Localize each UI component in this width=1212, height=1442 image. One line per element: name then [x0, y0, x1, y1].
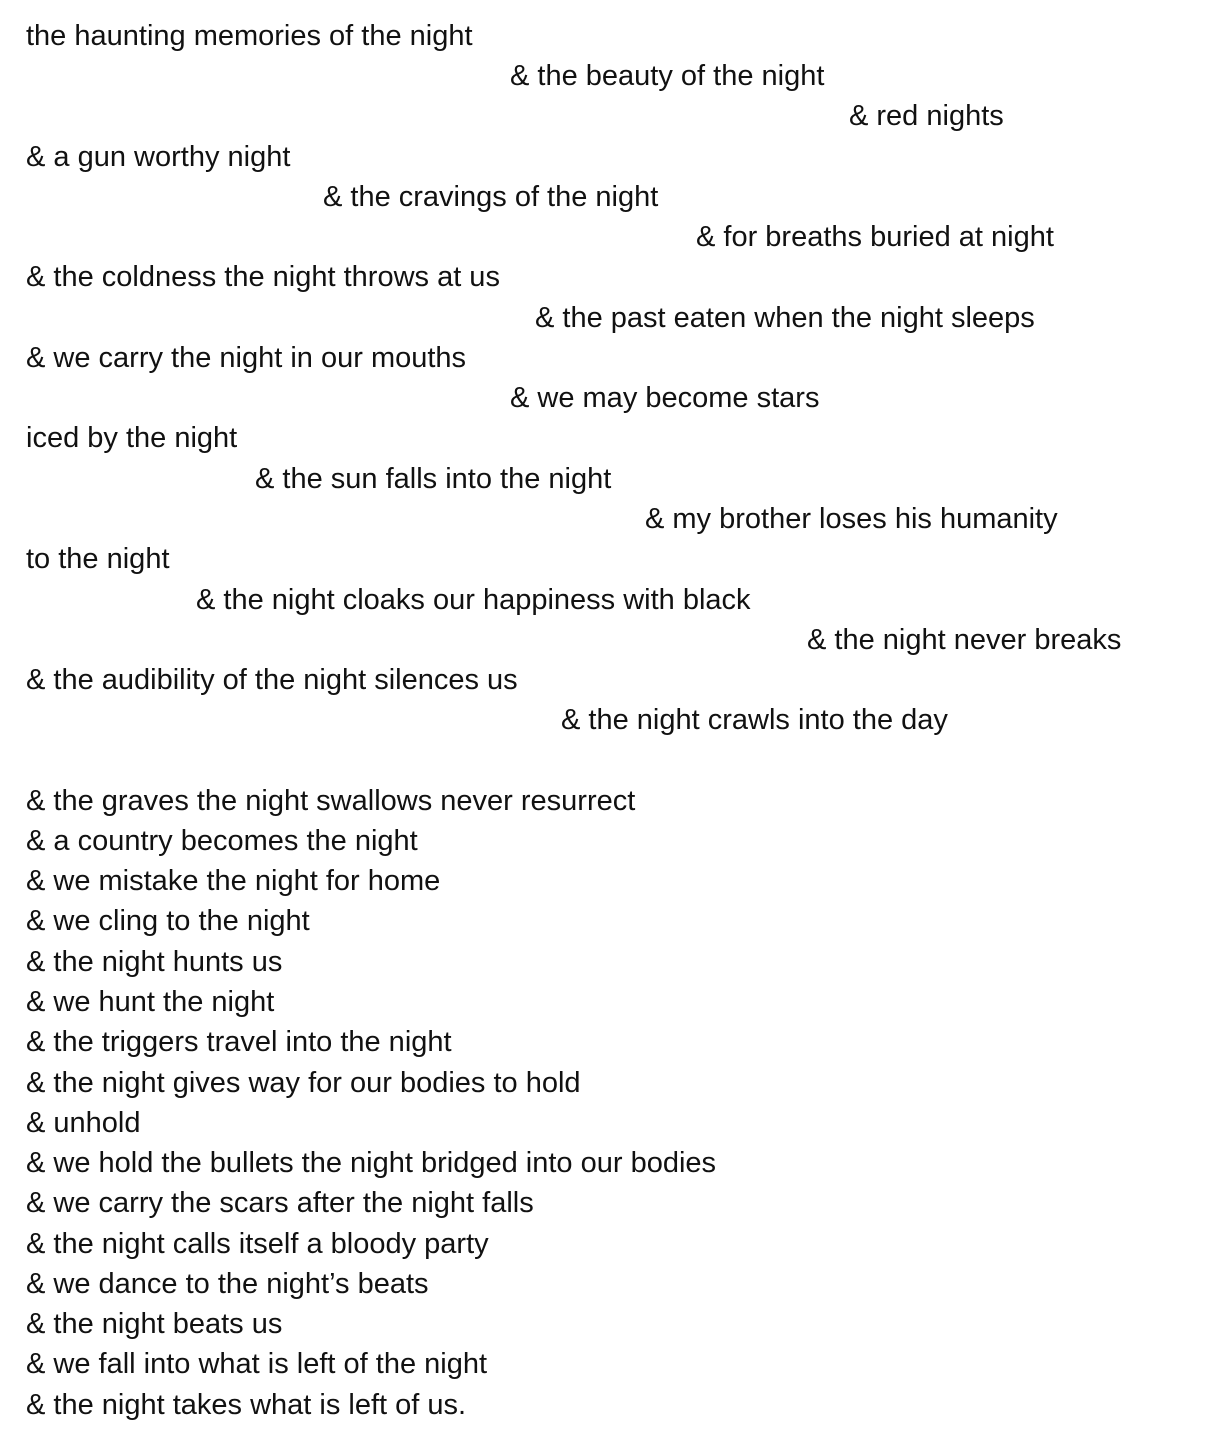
poem-line: & the coldness the night throws at us: [26, 261, 500, 293]
poem-line: & the night crawls into the day: [561, 704, 948, 736]
poem-line: iced by the night: [26, 422, 238, 454]
poem-line: & the past eaten when the night sleeps: [535, 302, 1035, 334]
poem-line: & the night never breaks: [807, 624, 1122, 656]
poem-line: & a gun worthy night: [26, 141, 291, 173]
poem-line: & the night takes what is left of us.: [26, 1389, 467, 1421]
poem-line: & we may become stars: [510, 382, 820, 414]
poem-line: & the night beats us: [26, 1308, 283, 1340]
poem-line: & we cling to the night: [26, 905, 310, 937]
poem-line: & we hunt the night: [26, 986, 275, 1018]
poem-line: & for breaths buried at night: [696, 221, 1054, 253]
poem-line: & the sun falls into the night: [255, 463, 612, 495]
poem-line: & we mistake the night for home: [26, 865, 441, 897]
poem-line: & the beauty of the night: [510, 60, 825, 92]
poem-line: & the night gives way for our bodies to hold: [26, 1067, 581, 1099]
poem-line: & we dance to the night’s beats: [26, 1268, 429, 1300]
poem-line: & we carry the night in our mouths: [26, 342, 467, 374]
poem-line: & the cravings of the night: [323, 181, 659, 213]
poem-line: & the audibility of the night silences us: [26, 664, 518, 696]
poem-line: & the night calls itself a bloody party: [26, 1228, 489, 1260]
poem-line: & a country becomes the night: [26, 825, 418, 857]
poem-line: & the night cloaks our happiness with black: [196, 584, 751, 616]
poem-line: & red nights: [849, 100, 1004, 132]
poem-line: & we carry the scars after the night falls: [26, 1187, 534, 1219]
poem-line: & the night hunts us: [26, 946, 283, 978]
poem-line: & my brother loses his humanity: [645, 503, 1058, 535]
poem-line: to the night: [26, 543, 170, 575]
poem-line: & we hold the bullets the night bridged into our bodies: [26, 1147, 717, 1179]
poem-line: & unhold: [26, 1107, 141, 1139]
poem-line: & the triggers travel into the night: [26, 1026, 452, 1058]
poem-line: & we fall into what is left of the night: [26, 1348, 488, 1380]
poem-line: & the graves the night swallows never resurrect: [26, 785, 636, 817]
poem-line: the haunting memories of the night: [26, 20, 473, 52]
